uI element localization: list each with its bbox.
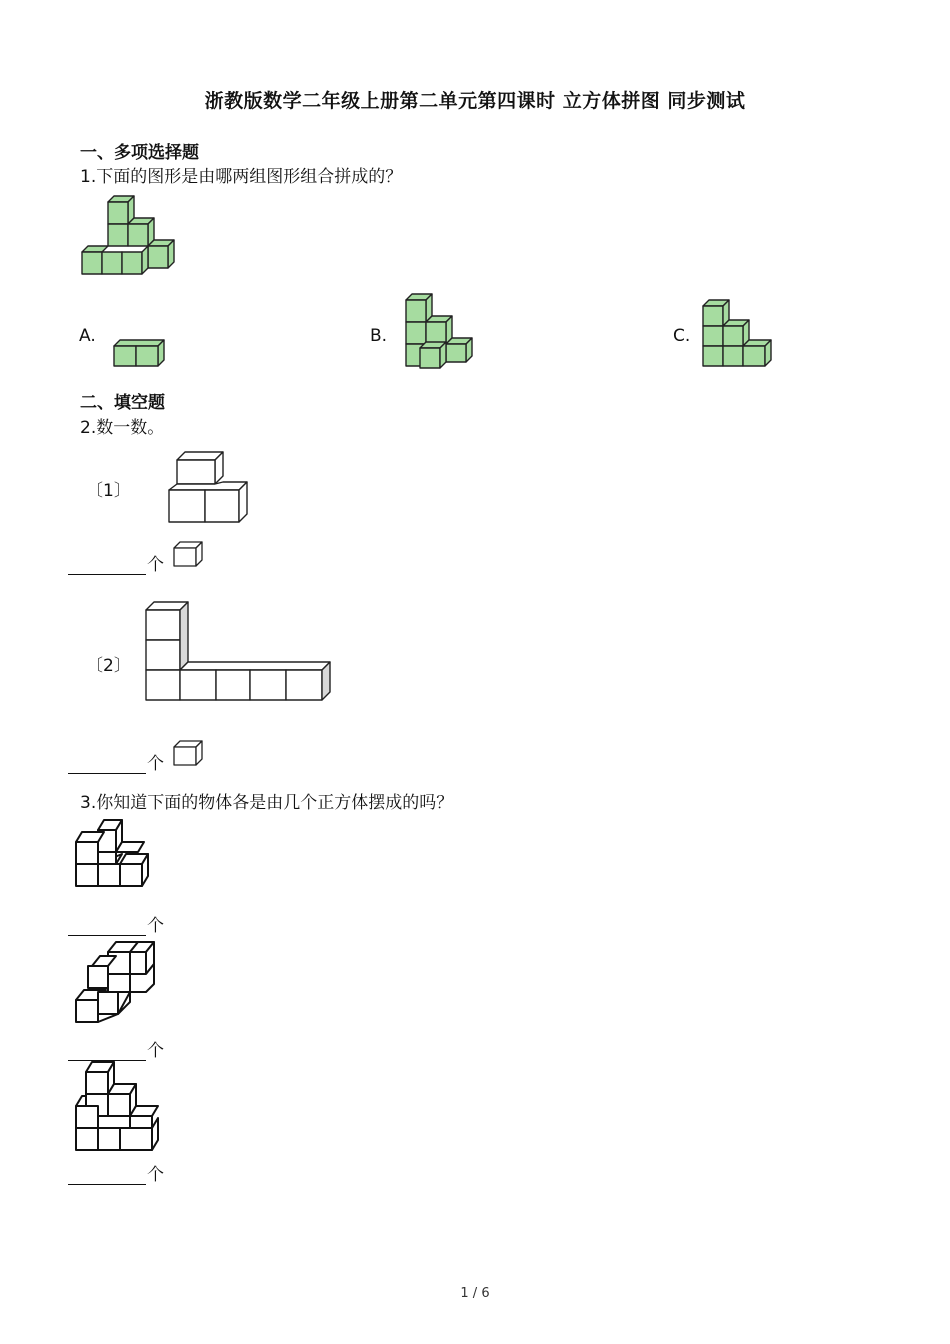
answer-blank-3-3[interactable]	[68, 1168, 146, 1185]
unit-label: 个	[147, 916, 164, 936]
unit-label: 个	[147, 555, 164, 575]
question-2-part-1-label: 〔1〕	[86, 481, 131, 501]
q2-part2-cube-figure	[142, 598, 342, 706]
unit-label: 个	[147, 754, 164, 774]
answer-blank-2-2[interactable]	[68, 757, 146, 774]
question-2-text: 2.数一数。	[80, 418, 165, 438]
q1-main-cube-figure	[70, 190, 190, 285]
answer-blank-2-1[interactable]	[68, 558, 146, 575]
option-c-cube-figure[interactable]	[698, 296, 778, 370]
question-1-text: 1.下面的图形是由哪两组图形组合拼成的？	[80, 167, 403, 187]
option-b-label[interactable]: B.	[370, 326, 388, 346]
q3-figure-2	[72, 938, 164, 1028]
question-3-text: 3.你知道下面的物体各是由几个正方体摆成的吗？	[80, 793, 454, 813]
page-number: 1 / 6	[460, 1286, 490, 1301]
section-heading-multiple-choice: 一、多项选择题	[80, 143, 199, 163]
option-c-label[interactable]: C.	[673, 326, 691, 346]
option-a-cube-figure[interactable]	[110, 336, 170, 370]
q3-figure-3	[72, 1058, 162, 1156]
page-title: 浙教版数学二年级上册第二单元第四课时 立方体拼图 同步测试	[204, 90, 746, 112]
answer-blank-3-1[interactable]	[68, 919, 146, 936]
option-b-cube-figure[interactable]	[400, 290, 480, 372]
unit-cube-icon	[172, 540, 206, 570]
section-heading-fill-blank: 二、填空题	[80, 393, 165, 413]
option-a-label[interactable]: A.	[79, 326, 96, 346]
unit-cube-icon	[172, 739, 206, 769]
q2-part1-cube-figure	[165, 448, 255, 526]
unit-label: 个	[147, 1165, 164, 1185]
unit-label: 个	[147, 1041, 164, 1061]
q3-figure-1	[72, 816, 162, 892]
question-2-part-2-label: 〔2〕	[86, 656, 131, 676]
